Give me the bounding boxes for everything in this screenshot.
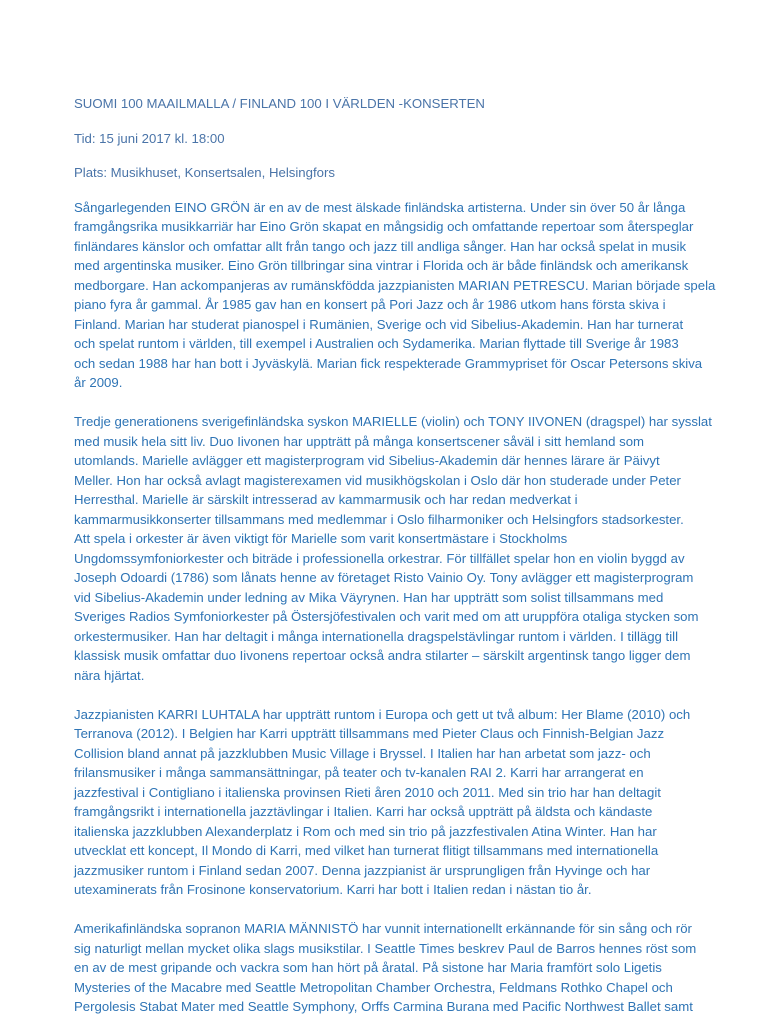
paragraph-line: Ungdomssymfoniorkester och biträde i professionella orkestrar. För tillfället spelar hon en violin byggd av (74, 550, 685, 566)
concert-time: Tid: 15 juni 2017 kl. 18:00 (74, 130, 225, 146)
paragraph-line: nära hjärtat. (74, 667, 145, 683)
paragraph-line: medborgare. Han ackompanjeras av rumänskfödda jazzpianisten MARIAN PETRESCU. Marian började spela (74, 277, 716, 293)
paragraph-line: utexaminerats från Frosinone konservatorium. Karri har bott i Italien redan i nästan tio år. (74, 882, 592, 897)
paragraph-line: framgångsrika musikkarriär har Eino Grön skapat en mångsidig och omfattande repertoar som återspeglar (74, 219, 694, 234)
paragraph-line: Mysteries of the Macabre med Seattle Metropolitan Chamber Orchestra, Feldmans Rothko Chapel och (74, 979, 673, 995)
paragraph-line: Meller. Hon har också avlagt magisterexamen vid musikhögskolan i Oslo där hon studerade under Peter (74, 472, 681, 488)
paragraph-iivonen (74, 412, 712, 685)
paragraph-line: vid Sibelius-Akademin under ledning av Mika Väyrynen. Han har uppträtt som solist tillsammans med (74, 589, 664, 605)
paragraph-line: jazzmusiker runtom i Finland sedan 2007. Denna jazzpianist är ursprungligen från Hyvinge och har (74, 862, 651, 878)
paragraph-line: sig naturligt mellan mycket olika slags musikstilar. I Seattle Times beskrev Paul de Barros hennes röst som (74, 940, 697, 956)
paragraph-line: Jazzpianisten KARRI LUHTALA har uppträtt runtom i Europa och gett ut två album: Her Blame (2010) och (74, 706, 691, 722)
paragraph-eino-gron (74, 198, 716, 393)
paragraph-karri-luhtala (74, 705, 696, 900)
paragraph-line: Amerikafinländska sopranon MARIA MÄNNISTÖ har vunnit internationellt erkännande för sin sång och rör (74, 921, 692, 936)
paragraph-line: italienska jazzklubben Alexanderplatz i Rom och med sin trio på jazzfestivalen Atina Winter. Han har (74, 823, 657, 839)
document-body (74, 94, 716, 1036)
paragraph-line: och sedan 1988 har han bott i Jyväskylä. Marian fick respekterade Grammypriset för Oscar Petersons skiva (74, 355, 703, 371)
paragraph-line: Joseph Odoardi (1786) som lånats henne av företaget Risto Vainio Oy. Tony avlägger ett magisterprogram (74, 570, 694, 585)
paragraph-line: framgångsrikt i internationella jazztävlingar i Italien. Karri har också uppträtt på äldsta och kändaste (74, 804, 653, 819)
paragraph-line: med argentinska musiker. Eino Grön tillbringar sina vintrar i Florida och är både finländsk och amerikansk (74, 258, 689, 273)
paragraph-line: Att spela i orkester är även viktigt för Marielle som varit konsertmästare i Stockholms (74, 531, 568, 546)
paragraph-line: Collision bland annat på jazzklubben Music Village i Bryssel. I Italien har han arbetat som jazz- och (74, 745, 651, 761)
paragraph-line: Pergolesis Stabat Mater med Seattle Symphony, Orffs Carmina Burana med Pacific Northwest Ballet samt (74, 999, 693, 1014)
paragraph-line: år 2009. (74, 375, 123, 390)
paragraph-maria-mannisto (74, 919, 696, 1017)
paragraph-line: kammarmusikkonserter tillsammans med medlemmar i Oslo filharmoniker och Helsingfors stadsorkester. (74, 511, 684, 527)
paragraph-line: piano fyra år gammal. År 1985 gav han en konsert på Pori Jazz och år 1986 utkom hans första skiva i (74, 297, 666, 312)
paragraph-line: utvecklat ett koncept, Il Mondo di Karri, med vilket han turnerat flitigt tillsammans med internationella (74, 843, 659, 858)
paragraph-line: orkestermusiker. Han har deltagit i många internationella dragspelstävlingar runtom i världen. I tillägg till (74, 628, 678, 644)
paragraph-line: Herresthal. Marielle är särskilt intresserad av kammarmusik och har redan medverkat i (74, 492, 578, 507)
paragraph-line: med musik hela sitt liv. Duo Iivonen har uppträtt på många konsertscener såväl i sitt hemland som (74, 433, 645, 449)
paragraph-line: Sveriges Radios Symfoniorkester på Östersjöfestivalen och varit med om att uruppföra otaliga stycken som (74, 609, 699, 624)
paragraph-line: en av de mest gripande och vackra som han hört på åratal. På sistone har Maria framfört solo Ligetis (74, 960, 662, 975)
concert-place: Plats: Musikhuset, Konsertsalen, Helsingfors (74, 165, 335, 180)
paragraph-line: utomlands. Marielle avlägger ett magisterprogram vid Sibelius-Akademin där hennes lärare är Päivyt (74, 453, 660, 468)
paragraph-line: jazzfestival i Contigliano i italienska provinsen Rieti åren 2010 och 2011. Med sin trio har han deltagit (74, 784, 661, 800)
paragraph-line: Tredje generationens sverigefinländska syskon MARIELLE (violin) och TONY IIVONEN (dragspel) har sysslat (74, 414, 712, 429)
paragraph-line: Sångarlegenden EINO GRÖN är en av de mest älskade finländska artisterna. Under sin över 50 år långa (74, 199, 686, 215)
document-title: SUOMI 100 MAAILMALLA / FINLAND 100 I VÄRLDEN -KONSERTEN (74, 96, 485, 111)
paragraph-line: finländares känslor och omfattar allt från tango och jazz till andliga sånger. Han har också spelat in musik (74, 238, 687, 254)
paragraph-line: frilansmusiker i många sammansättningar, på teater och tv-kanalen RAI 2. Karri har arrangerat en (74, 765, 644, 780)
paragraph-line: klassisk musik omfattar duo Iivonens repertoar också andra stilarter – särskilt argentinsk tango ligger dem (74, 648, 691, 663)
paragraph-line: Finland. Marian har studerat pianospel i Rumänien, Sverige och vid Sibelius-Akademin. Han har turnerat (74, 316, 684, 332)
paragraph-line: Terranova (2012). I Belgien har Karri uppträtt tillsammans med Pieter Claus och Finnish-Belgian Jazz (74, 726, 665, 741)
paragraph-line: och spelat runtom i världen, till exempel i Australien och Sydamerika. Marian flyttade till Sverige år 1983 (74, 336, 679, 351)
